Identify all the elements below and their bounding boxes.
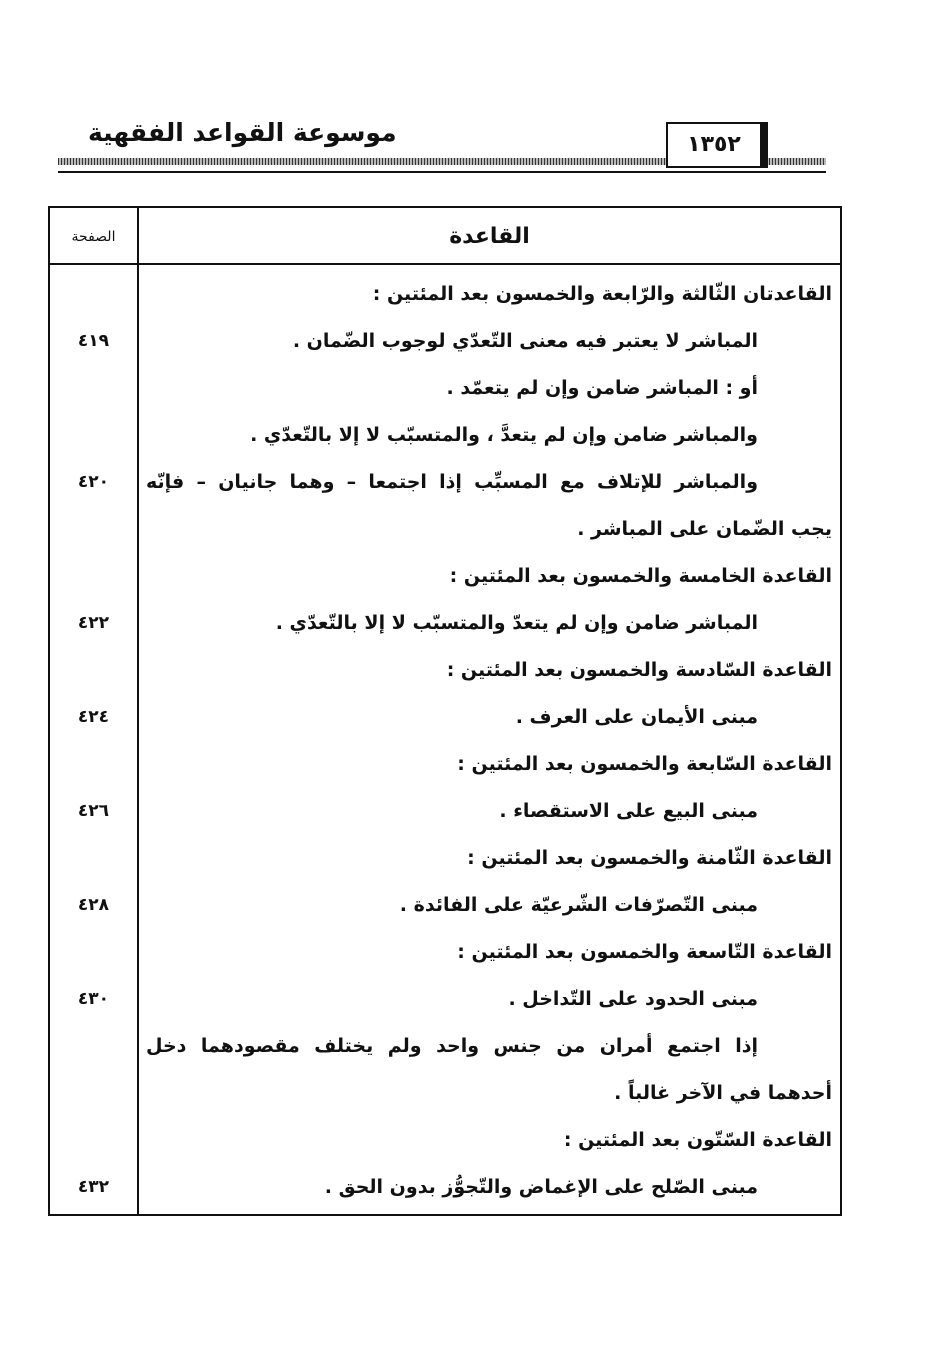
page-header <box>58 118 828 180</box>
rule-text-continuation: يجب الضّمان على المباشر . <box>577 518 832 540</box>
table-row <box>50 1117 840 1164</box>
rule-heading: القاعدة التّاسعة والخمسون بعد المئتين : <box>457 941 832 963</box>
rule-text: المباشر ضامن وإن لم يتعدّ والمتسبّب لا إلا بالتّعدّي . <box>275 612 758 634</box>
table-row <box>50 694 840 741</box>
header-row-rule <box>50 263 840 265</box>
page-ref <box>50 835 137 882</box>
page-ref: ٤٣٢ <box>77 1177 110 1197</box>
rule-text: مبنى الحدود على التّداخل . <box>508 988 758 1010</box>
page-column-header: الصفحة <box>71 229 116 245</box>
table-row <box>50 553 840 600</box>
rule-text: مبنى الصّلح على الإغماض والتّجوُّز بدون الحق . <box>324 1176 758 1198</box>
page-ref <box>50 741 137 788</box>
table-row <box>50 929 840 976</box>
table-row <box>50 271 840 318</box>
table-row <box>50 1023 840 1070</box>
rule-text-continuation: أحدهما في الآخر غالباً . <box>614 1082 832 1104</box>
page-ref: ٤٢٤ <box>77 707 110 727</box>
table-row <box>50 365 840 412</box>
page-ref <box>50 1023 137 1070</box>
rule-heading: القاعدة السّابعة والخمسون بعد المئتين : <box>457 753 832 775</box>
rule-text: مبنى البيع على الاستقصاء . <box>499 800 758 822</box>
rule-heading: القاعدة الخامسة والخمسون بعد المئتين : <box>449 565 832 587</box>
book-title: موسوعة القواعد الفقهية <box>88 118 397 147</box>
rule-text: مبنى التّصرّفات الشّرعيّة على الفائدة . <box>399 894 758 916</box>
rule-text: مبنى الأيمان على العرف . <box>515 706 758 728</box>
page-ref: ٤٢٨ <box>77 895 110 915</box>
page-ref <box>50 365 137 412</box>
page-ref <box>50 647 137 694</box>
table-row <box>50 976 840 1023</box>
page-ref <box>50 929 137 976</box>
rule-text: والمباشر للإتلاف مع المسبِّب إذا اجتمعا – وهما جانيان – فإنّه <box>146 471 758 493</box>
page-ref <box>50 553 137 600</box>
page-number: ١٣٥٢ <box>666 122 762 168</box>
index-table <box>48 206 842 1216</box>
header-rule <box>58 171 826 173</box>
table-row <box>50 882 840 929</box>
page-ref <box>50 1070 137 1117</box>
table-row <box>50 459 840 506</box>
table-row <box>50 506 840 553</box>
table-row <box>50 835 840 882</box>
page-ref <box>50 271 137 318</box>
page-ref <box>50 412 137 459</box>
page-ref: ٤٢٢ <box>77 613 110 633</box>
table-row <box>50 741 840 788</box>
table-row <box>50 318 840 365</box>
rule-text: والمباشر ضامن وإن لم يتعدَّ ، والمتسبّب لا إلا بالتّعدّي . <box>250 424 758 446</box>
page-ref <box>50 506 137 553</box>
rule-heading: القاعدة السّادسة والخمسون بعد المئتين : <box>446 659 832 681</box>
rule-text: المباشر لا يعتبر فيه معنى التّعدّي لوجوب الضّمان . <box>292 330 758 352</box>
rule-heading: القاعدتان الثّالثة والرّابعة والخمسون بعد المئتين : <box>372 283 832 305</box>
rule-text: إذا اجتمع أمران من جنس واحد ولم يختلف مقصودهما دخل <box>146 1035 758 1057</box>
page-ref: ٤٣٠ <box>77 989 110 1009</box>
page-ref <box>50 1117 137 1164</box>
rule-column-header: القاعدة <box>449 224 530 249</box>
table-row <box>50 647 840 694</box>
page-ref: ٤١٩ <box>77 331 110 351</box>
page-ref: ٤٢٦ <box>77 801 110 821</box>
table-row <box>50 1070 840 1117</box>
rule-heading: القاعدة السّتّون بعد المئتين : <box>563 1129 832 1151</box>
rule-heading: القاعدة الثّامنة والخمسون بعد المئتين : <box>467 847 832 869</box>
table-row <box>50 1164 840 1211</box>
table-row <box>50 788 840 835</box>
table-row <box>50 600 840 647</box>
rule-text: أو : المباشر ضامن وإن لم يتعمّد . <box>446 377 758 399</box>
table-row <box>50 412 840 459</box>
page-ref: ٤٢٠ <box>77 472 110 492</box>
